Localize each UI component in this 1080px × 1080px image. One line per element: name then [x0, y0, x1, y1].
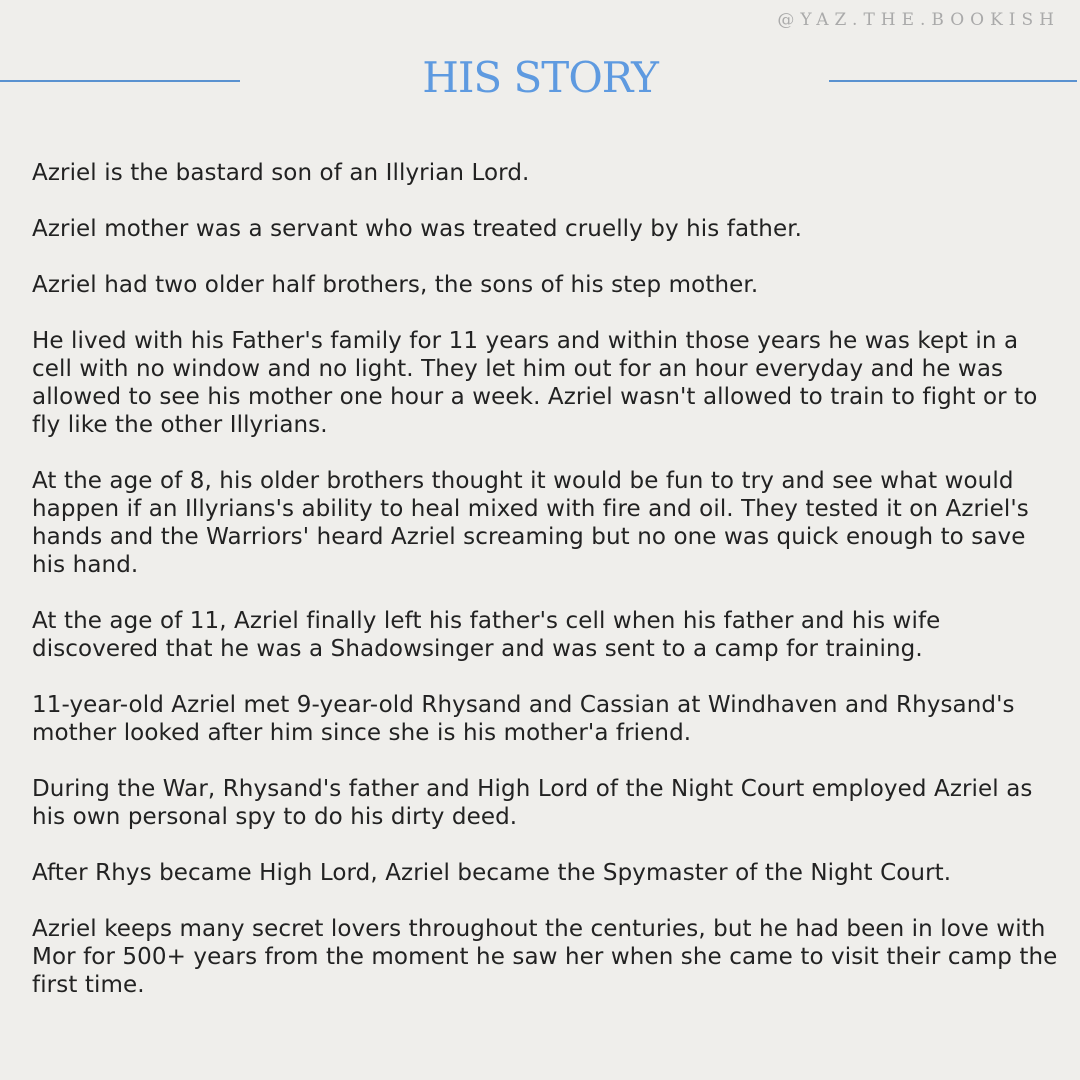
page-title: HIS STORY — [422, 53, 658, 102]
paragraph: At the age of 8, his older brothers thought it would be fun to try and see what would happen if an Illyrians's ability to heal mixed with fire and oil. They tested it on Azriel's hands and the Warriors' heard Azriel screaming but no one was quick enough to save his hand. — [32, 468, 1029, 578]
paragraph: At the age of 11, Azriel finally left his father's cell when his father and his wife discovered that he was a Shadowsinger and was sent to a camp for training. — [32, 608, 941, 662]
paragraph: During the War, Rhysand's father and High Lord of the Night Court employed Azriel as his own personal spy to do his dirty deed. — [32, 776, 1033, 830]
paragraph: He lived with his Father's family for 11 years and within those years he was kept in a cell with no window and no light. They let him out for an hour everyday and he was allowed to see his mother one hour a week. Azriel wasn't allowed to train to fight or to fly like the other Illyrians. — [32, 328, 1038, 438]
story-body — [32, 159, 1062, 1027]
paragraph: Azriel mother was a servant who was treated cruelly by his father. — [32, 216, 803, 242]
paragraph: Azriel keeps many secret lovers throughout the centuries, but he had been in love with Mor for 500+ years from the moment he saw her when she came to visit their camp the first time. — [32, 916, 1058, 998]
divider-right — [829, 80, 1077, 82]
paragraph: After Rhys became High Lord, Azriel became the Spymaster of the Night Court. — [32, 860, 952, 886]
paragraph: Azriel had two older half brothers, the sons of his step mother. — [32, 272, 759, 298]
paragraph: Azriel is the bastard son of an Illyrian Lord. — [32, 160, 530, 186]
instagram-handle: @YAZ.THE.BOOKISH — [777, 10, 1060, 30]
paragraph: 11-year-old Azriel met 9-year-old Rhysand and Cassian at Windhaven and Rhysand's mother looked after him since she is his mother'a friend. — [32, 692, 1015, 746]
